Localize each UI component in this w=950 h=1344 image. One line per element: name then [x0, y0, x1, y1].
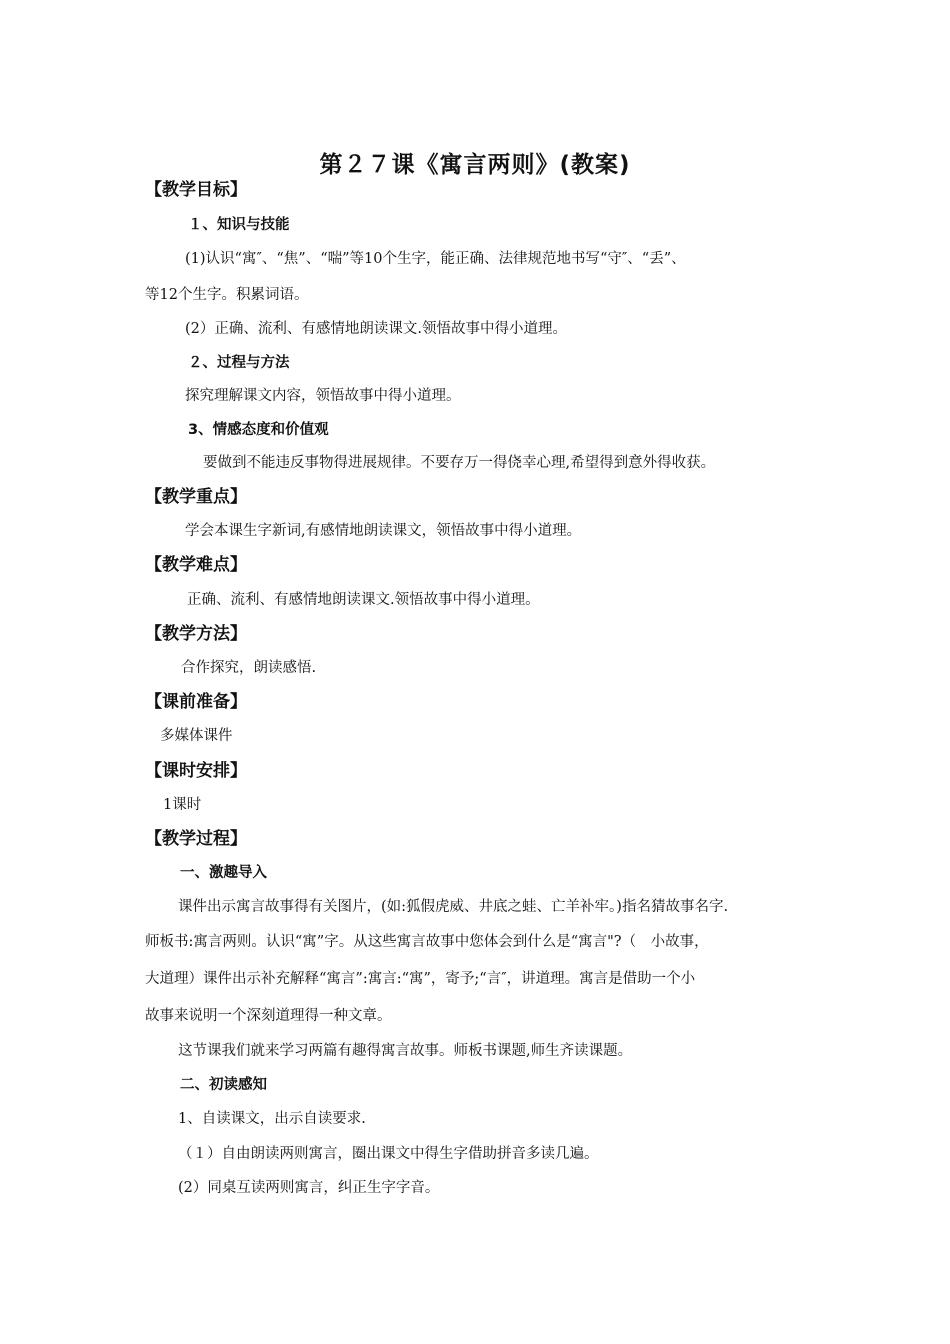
paragraph: 课件出示寓言故事得有关图片，(如:狐假虎威、井底之蛙、亡羊补牢。)指名猜故事名字. — [178, 899, 729, 915]
subheading-process-method: ２、过程与方法 — [188, 355, 290, 371]
paragraph: 合作探究，朗读感悟. — [181, 660, 317, 676]
subheading-first-reading: 二、初读感知 — [180, 1077, 267, 1093]
paragraph: (2）正确、流利、有感情地朗读课文.领悟故事中得小道理。 — [185, 321, 567, 337]
subheading-emotion-values: 3、情感态度和价值观 — [188, 422, 329, 438]
paragraph: 探究理解课文内容，领悟故事中得小道理。 — [185, 388, 461, 404]
paragraph: 这节课我们就来学习两篇有趣得寓言故事。师板书课题,师生齐读课题。 — [178, 1043, 633, 1059]
paragraph: 师板书:寓言两则。认识“寓”字。从这些寓言故事中您体会到什么是“寓言"?（ 小故事， — [145, 934, 709, 950]
paragraph: 要做到不能违反事物得进展规律。不要存万一得侥幸心理,希望得到意外得收获。 — [203, 455, 716, 471]
paragraph: 等12个生字。积累词语。 — [145, 287, 309, 303]
paragraph: （１）自由朗读两则寓言，圈出课文中得生字借助拼音多读几遍。 — [178, 1146, 599, 1162]
paragraph: 大道理）课件出示补充解释“寓言”:寓言:“寓”，寄予;“言″，讲道理。寓言是借助一个小 — [145, 971, 696, 987]
page-title: 第２７课《寓言两则》(教案) — [319, 152, 631, 179]
section-heading-difficult: 【教学难点】 — [145, 555, 247, 575]
section-heading-prep: 【课前准备】 — [145, 692, 247, 712]
paragraph: 1课时 — [163, 797, 202, 813]
paragraph: (1)认识“寓″、“焦”、“喘”等10个生字，能正确、法律规范地书写“守″、“丢”、 — [185, 251, 686, 267]
subheading-knowledge-skills: １、知识与技能 — [188, 217, 290, 233]
section-heading-method: 【教学方法】 — [145, 624, 247, 644]
section-heading-process: 【教学过程】 — [145, 829, 247, 849]
paragraph: 多媒体课件 — [160, 728, 233, 744]
paragraph: 正确、流利、有感情地朗读课文.领悟故事中得小道理。 — [187, 592, 540, 608]
section-heading-key: 【教学重点】 — [145, 487, 247, 507]
section-heading-schedule: 【课时安排】 — [145, 761, 247, 781]
section-heading-goals: 【教学目标】 — [145, 180, 247, 200]
paragraph: (2）同桌互读两则寓言，纠正生字字音。 — [178, 1180, 440, 1196]
paragraph: 学会本课生字新词,有感情地朗读课文，领悟故事中得小道理。 — [185, 523, 582, 539]
subheading-intro: 一、激趣导入 — [180, 865, 267, 881]
paragraph: 故事来说明一个深刻道理得一种文章。 — [145, 1008, 392, 1024]
paragraph: 1、自读课文，出示自读要求. — [178, 1111, 366, 1127]
